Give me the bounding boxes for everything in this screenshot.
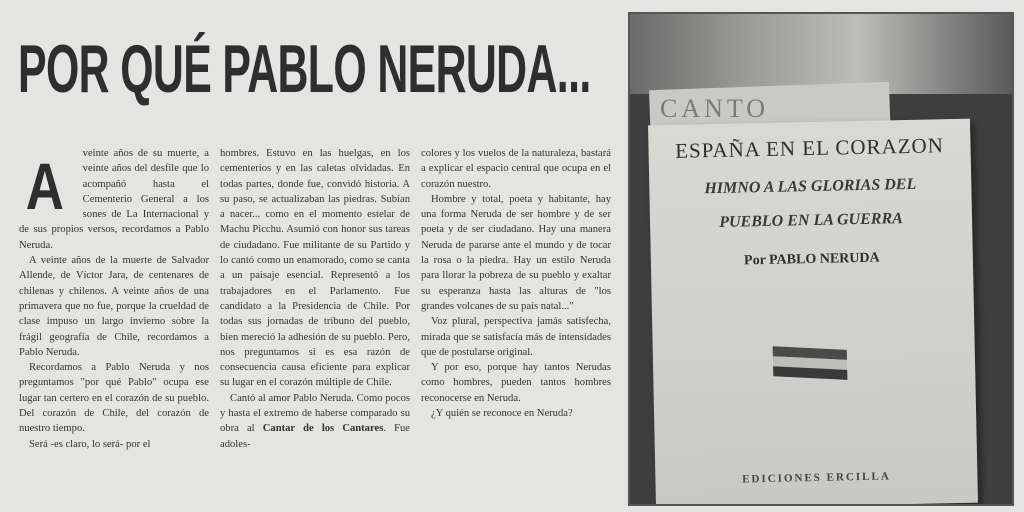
background-book-title: CANTO [660, 94, 770, 123]
paragraph: hombres. Estuvo en las huelgas, en los cementerios y en las caletas olvidadas. En todas partes, donde fue, convidó historia. A su paso, se actualizaban las piedras. Subían a nacer... como en el momento estelar de Machu Picchu. Asumió con honor sus tareas de ciudadano. Fue militante de su Partido y lo cantó como un enamorado, como se canta a un paisaje esencial. Representó a los trabajadores en el Parlamento. Fue candidato a la Presidencia de Chile. Por todas sus jornadas de tribuno del pueblo, bien mereció la adhesión de su pueblo. Pero, nos preguntamos si es esa razón de consecuencia causa eficiente para explicar su lugar en el corazón múltiple de Chile. [220, 148, 410, 389]
paragraph-text: . Fue adoles- [220, 423, 410, 450]
article-column-3 [421, 146, 611, 512]
paragraph: Hombre y total, poeta y habitante, hay una forma Neruda de ser hombre y de ser poeta y de ser ciudadano. Hay una manera Neruda de pararse ante el mundo y de tocar la rosa o la piedra. Hay un estilo Neruda para llorar la pobreza de su pueblo y exaltar su esperanza hasta las alturas de "los grandes volcanes de su país natal..." [421, 193, 611, 312]
article-column-1 [19, 146, 209, 512]
book-subtitle-line-2: PUEBLO EN LA GUERRA [719, 210, 903, 231]
book-author: Por PABLO NERUDA [743, 250, 880, 269]
article-column-2 [220, 146, 410, 512]
paragraph: veinte años de su muerte, a veinte años del desfile que lo acompañó hasta el Cementerio General a los sones de La Internacional y de sus propios versos, recordamos a Pablo Neruda. [19, 148, 209, 251]
book-subtitle-line-1: HIMNO A LAS GLORIAS DEL [704, 175, 917, 198]
paragraph: Voz plural, perspectiva jamás satisfecha, mirada que se satisfacía más de intensidades que de postularse original. [421, 316, 611, 358]
book-cover-photo [628, 12, 1014, 506]
book-title: ESPAÑA EN EL CORAZON [674, 133, 945, 163]
paragraph: colores y los vuelos de la naturaleza, bastará a explicar el espacio central que ocupa en el corazón nuestro. [421, 148, 611, 190]
work-title: Cantar de los Cantares [262, 423, 384, 435]
paragraph: ¿Y quién se reconoce en Neruda? [431, 408, 573, 420]
paragraph: Y por eso, porque hay tantos Nerudas como hombres, pueden tantos hombres reconocerse en Neruda. [421, 362, 611, 404]
headline: POR QUÉ PABLO NERUDA... [18, 31, 591, 107]
paragraph: Será -es claro, lo será- por el [29, 438, 151, 450]
photo-background [630, 14, 1012, 94]
paragraph-text: Cantó al amor Pablo Neruda. Como pocos y hasta el extremo de haberse comparado su obra al [220, 392, 410, 435]
book-publisher: EDICIONES ERCILLA [742, 470, 891, 486]
paragraph: Recordamos a Pablo Neruda y nos preguntamos "por qué Pablo" ocupa ese lugar tan certero en el corazón de su pueblo. Del corazón de Chile, del corazón de nuestro tiempo. [19, 362, 209, 435]
paragraph: A veinte años de la muerte de Salvador Allende, de Víctor Jara, de centenares de chilenas y chilenos. A veinte años de una primavera que no fue, porque la crueldad de clase impuso un largo invierno sobre la frágil geografía de Chile, recordamos a Pablo Neruda. [19, 255, 209, 358]
paragraph [220, 391, 410, 452]
flag-icon [773, 346, 848, 380]
drop-cap: A [25, 149, 64, 223]
book-cover [648, 119, 978, 506]
